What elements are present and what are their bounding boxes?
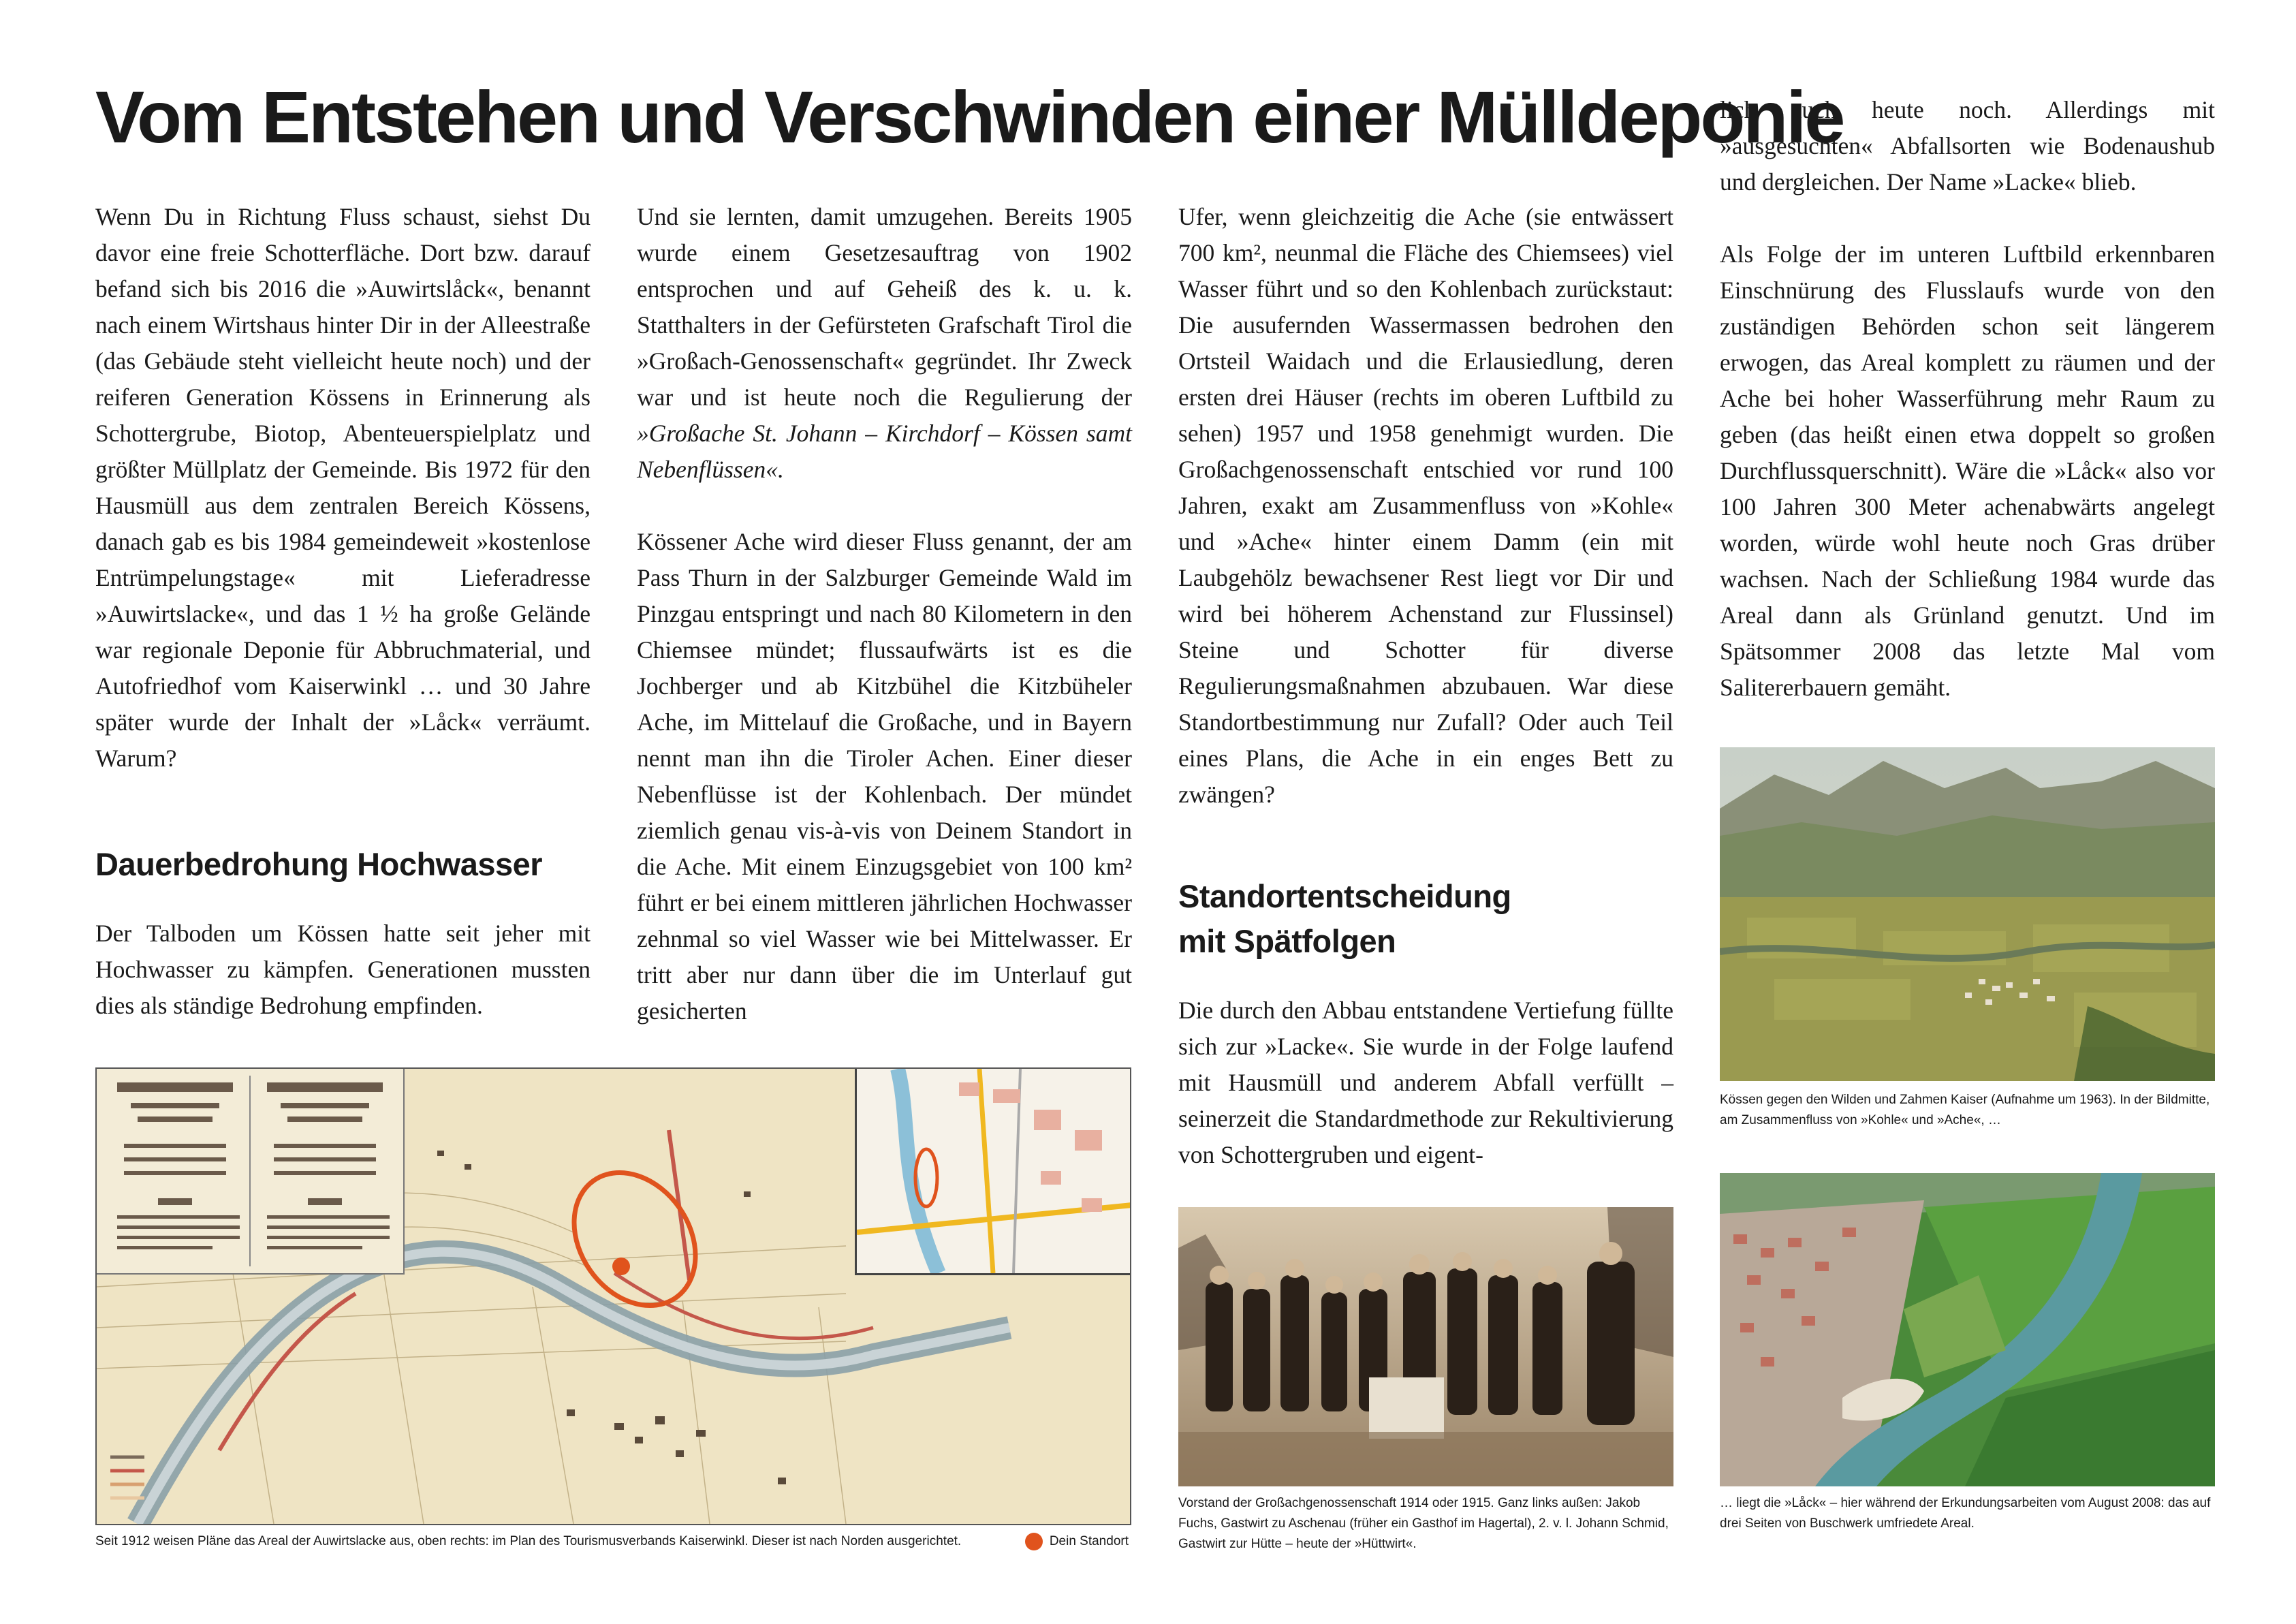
- location-marker-icon: [1025, 1533, 1043, 1550]
- intro-paragraph: Wenn Du in Richtung Fluss schaust, siehst Du davor eine freie Schotterfläche. Dort bzw. darauf befand sich bis 2016 die »Auwirtslåck«, benannt nach einem Wirtshaus hinter Dir in der Alleestraße (das Gebäude steht vielleicht heute noch) und der reiferen Generation Kössens in Erinnerung als Schottergrube, Biotop, Abenteuerspielplatz und größter Müllplatz der Gemeinde. Bis 1972 für den Hausmüll aus dem zentralen Bereich Kössens, danach gab es bis 1984 gemeindeweit »kostenlose Entrümpelungstage« mit Lieferadresse »Auwirtslacke«, und das 1 ½ ha große Gelände war regionale Deponie für Abbruchmaterial, und Autofriedhof vom Kaiserwinkl … und 30 Jahre später wurde der Inhalt der »Låck« verräumt. Warum?: [95, 203, 591, 772]
- gazette-document-excerpt: [97, 1069, 405, 1275]
- section-heading-standort-line1: Standortentscheidung: [1178, 878, 1511, 914]
- section-heading-standort-line2: mit Spätfolgen: [1178, 923, 1396, 959]
- historic-map-figure: [95, 1067, 1131, 1525]
- genossenschaft-paragraph: [637, 199, 1132, 488]
- aerial-bottom-caption-text: … liegt die »Låck« – hier während der Erkundungsarbeiten vom August 2008: das auf drei Seiten von Buschwerk umfriedete Areal.: [1720, 1496, 2211, 1531]
- genossenschaft-text: Und sie lernten, damit umzugehen. Bereits 1905 wurde einem Gesetzesauftrag von 1902 entsprochen und auf Geheiß des k. u. k. Statthalters in der Gefürsteten Grafschaft Tirol die »Großach-Genossenschaft« gegründet. Ihr Zweck war und ist heute noch die Regulierung der: [637, 203, 1132, 411]
- group-photo-caption-text: Vorstand der Großachgenossenschaft 1914 oder 1915. Ganz links außen: Jakob Fuchs, Gastwirt zu Aschenau (früher ein Gasthof im Hagertal), 2. v. l. Johann Schmid, Gastwirt zur Hütte – heute der »Hüttwirt«.: [1178, 1496, 1669, 1551]
- folge-paragraph: Als Folge der im unteren Luftbild erkennbaren Einschnürung des Flusslaufs wurde von den zuständigen Behörden schon seit längerem erwogen, das Areal komplett zu räumen und der Ache bei hoher Wasserführung mehr Raum zu geben (das heißt einen etwa doppelt so großen Durchflussquerschnitt). Wäre die »Låck« also vor 100 Jahren 300 Meter achenabwärts angelegt worden, würde wohl heute noch Gras drüber wachsen. Nach der Schließung 1984 wurde das Areal dann als Grünland genutzt. Und im Spätsommer 2008 das letzte Mal vom Salitererbauern gemäht.: [1720, 240, 2215, 701]
- ache-paragraph: Kössener Ache wird dieser Fluss genannt, der am Pass Thurn in der Salzburger Gemeinde Wald im Pinzgau entspringt und nach 80 Kilometern in den Chiemsee mündet; flussaufwärts ist es die Jochberger und ab Kitzbühel die Kitzbüheler Ache, im Mittelauf die Großache, und in Bayern nennt man ihn die Tiroler Achen. Einer dieser Nebenflüsse ist der Kohlenbach. Der mündet ziemlich genau vis-à-vis von Deinem Standort in die Ache. Mit einem Einzugsgebiet von 100 km² führt er bei einem mittleren jährlichen Hochwasser zehnmal so viel Wasser wie bei Mittelwasser. Er tritt aber nur dann über die im Unterlauf gut gesicherten: [637, 528, 1132, 1025]
- section-heading-hochwasser: Dauerbedrohung Hochwasser: [95, 846, 543, 882]
- aerial-bottom-caption: [1720, 1493, 2215, 1534]
- group-photo: [1178, 1207, 1673, 1486]
- map-legend-label: Dein Standort: [1049, 1534, 1129, 1548]
- column-1: [95, 199, 591, 1024]
- page-title: Vom Entstehen und Verschwinden einer Mülldeponie: [95, 76, 1844, 158]
- map-caption-text: Seit 1912 weisen Pläne das Areal der Auwirtslacke aus, oben rechts: im Plan des Tourismusverbands Kaiserwinkl. Dieser ist nach Norden ausgerichtet.: [95, 1534, 962, 1548]
- genossenschaft-italic: »Großache St. Johann – Kirchdorf – Kössen samt Nebenflüssen«.: [637, 420, 1132, 483]
- aerial-photo-1963: [1720, 747, 2215, 1081]
- column-2: [637, 199, 1132, 1029]
- column-3: [1178, 199, 1673, 1173]
- ufer-paragraph: Ufer, wenn gleichzeitig die Ache (sie entwässert 700 km², neunmal die Fläche des Chiemsees) viel Wasser führt und so den Kohlenbach zurückstaut: Die ausufernden Wassermassen bedrohen den Ortsteil Waidach und die Erlausiedlung, deren ersten drei Häuser (rechts im oberen Luftbild zu sehen) 1957 und 1958 genehmigt wurden. Die Großachgenossenschaft entschied vor rund 100 Jahren, exakt am Zusammenfluss von »Kohle« und »Ache« hinter einem Damm (ein mit Laubgehölz bewachsener Rest liegt vor Dir und wird bei höherem Achenstand zur Flussinsel) Steine und Schotter für diverse Regulierungsmaßnahmen abzubauen. War diese Standortbestimmung nur Zufall? Oder auch Teil eines Plans, die Ache in ein enges Bett zu zwängen?: [1178, 203, 1673, 808]
- lacke-paragraph: Die durch den Abbau entstandene Vertiefung füllte sich zur »Lacke«. Sie wurde in der Folge laufend mit Hausmüll und anderem Abfall verfüllt – seinerzeit die Standardmethode zur Rekultivierung von Schottergruben und eigent-: [1178, 997, 1673, 1168]
- aerial-photo-2008: [1720, 1173, 2215, 1486]
- hochwasser-paragraph: Der Talboden um Kössen hatte seit jeher mit Hochwasser zu kämpfen. Generationen mussten dies als ständige Bedrohung empfinden.: [95, 920, 591, 1019]
- section-heading-standort: [1178, 874, 1673, 964]
- group-photo-caption: [1178, 1493, 1673, 1555]
- continuation-paragraph: lich auch heute noch. Allerdings mit »ausgesuchten« Abfallsorten wie Bodenaushub und dergleichen. Der Name »Lacke« blieb.: [1720, 96, 2215, 196]
- map-legend: [1025, 1531, 1129, 1552]
- map-caption: [95, 1531, 1129, 1552]
- tourism-map-inset: [855, 1069, 1131, 1275]
- column-4: [1720, 92, 2215, 706]
- aerial-top-caption-text: Kössen gegen den Wilden und Zahmen Kaiser (Aufnahme um 1963). In der Bildmitte, am Zusammenfluss von »Kohle« und »Ache«, …: [1720, 1093, 2210, 1127]
- aerial-top-caption: [1720, 1090, 2215, 1131]
